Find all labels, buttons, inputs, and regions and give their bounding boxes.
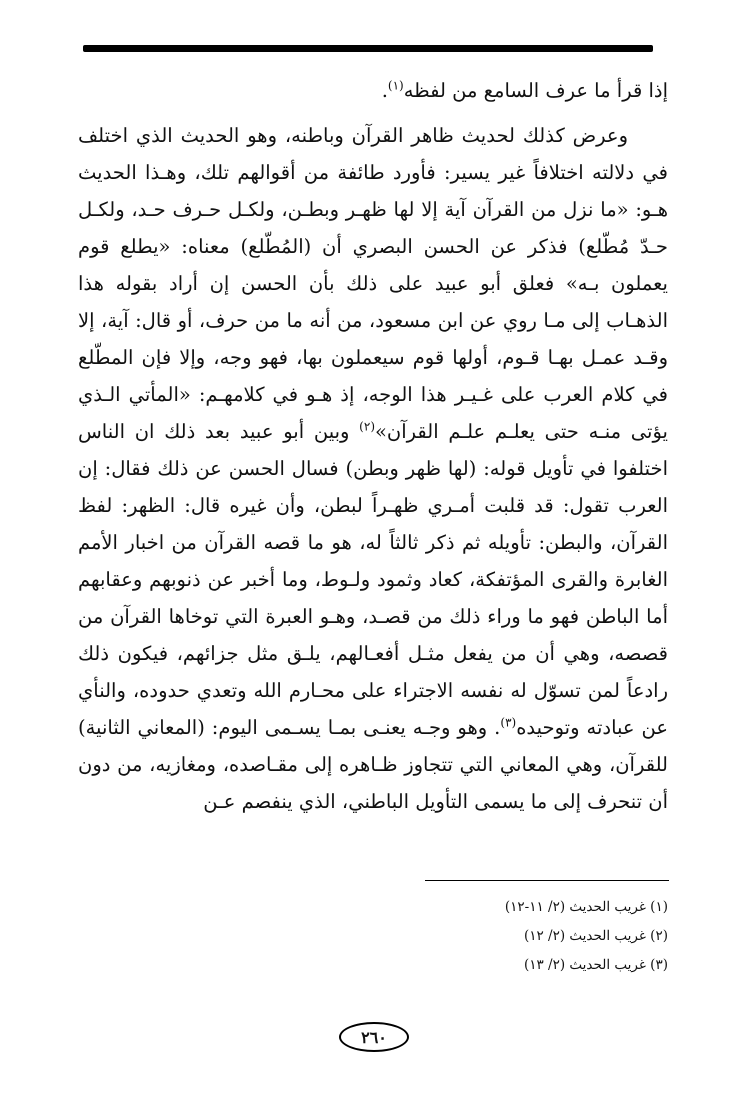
paragraph-2: [78, 117, 668, 820]
footnote-ref-3: (٣): [500, 715, 517, 730]
text-segment: . وهو وجـه يعنـى بمـا يسـمى اليوم: (المعاني الثانية) للقرآن، وهي المعاني التي تتجاوز ظـاهره إلى مقـاصده، ومغازيه، من دون أن تنحرف إلى ما يسمى التأويل الباطني، الذي ينفصم عـن: [78, 716, 668, 813]
top-rule: [83, 45, 653, 52]
page-number-label: ٢٦٠: [361, 1027, 387, 1047]
footnote-separator: [425, 880, 669, 881]
text-segment: إذا قرأ ما عرف السامع من لفظه: [403, 79, 668, 102]
text-segment: وبين أبو عبيد بعد ذلك ان الناس اختلفوا في تأويل قوله: (لها ظهر وبطن) فسال الحسن عن ذلك فقال: إن العرب تقول: قد قلبت أمـري ظهـراً لبطن، وأن غيره قال: الظهر: لفظ القرآن، والبطن: تأويله ثم ذكر ثالثاً له، هو ما قصه القرآن من اخبار الأمم الغابرة والقرى المؤتفكة، كعاد وثمود ولـوط، وما أخبر عن ذنوبهم وعقابهم أما الباطن فهو ما وراء ذلك من قصـد، وهـو العبرة التي توخاها القرآن من قصصه، وهي أن من يفعل مثـل أفعـالهم، يلـق مثل جزائهم، فيكون ذلك رادعاً لمن تسوّل له نفسه الاجتراء على محـارم الله وتعدي حدوده، والنأي عن عبادته وتوحيده: [78, 420, 669, 739]
text-segment: .: [381, 79, 388, 102]
footnotes: [368, 893, 668, 980]
footnote-1: (١) غريب الحديث (٢/ ١١-١٢): [504, 899, 668, 915]
footnote-2: (٢) غريب الحديث (٢/ ١٢): [523, 928, 668, 944]
footnote-3: (٣) غريب الحديث (٢/ ١٣): [523, 957, 668, 973]
paragraph-1: [78, 72, 668, 109]
footnote-ref-2: (٢): [359, 419, 375, 434]
body-text: [78, 72, 668, 820]
page-number: [339, 1022, 409, 1052]
text-segment: وعرض كذلك لحديث ظاهر القرآن وباطنه، وهو الحديث الذي اختلف في دلالته اختلافاً غير يسير: فأورد طائفة من أقوالهم تلك، وهـذا الحديث هـو: «ما نزل من القرآن آية إلا لها ظهـر وبطـن، ولكـل حـرف حـد، ولكـل حـدّ مُطّلع) فذكر عن الحسن البصري أن (المُطّلع) معناه: «يطلع قوم يعملون بـه» فعلق أبو عبيد على ذلك بأن الحسن إن أراد بقوله هذا الذهـاب إلى مـا روي عن ابن مسعود، من أنه ما من حرف، أو قال: آية، إلا وقـد عمـل بهـا قـوم، أولها قوم سيعملون بها، فهو وجه، وإلا فإن المطّلع في كلام العرب على غـيـر هذا الوجه، إذ هـو في كلامهـم: «المأتي الـذي يؤتى منـه حتى يعلـم علـم القرآن»: [78, 124, 668, 443]
footnote-ref-1: (١): [387, 78, 404, 93]
